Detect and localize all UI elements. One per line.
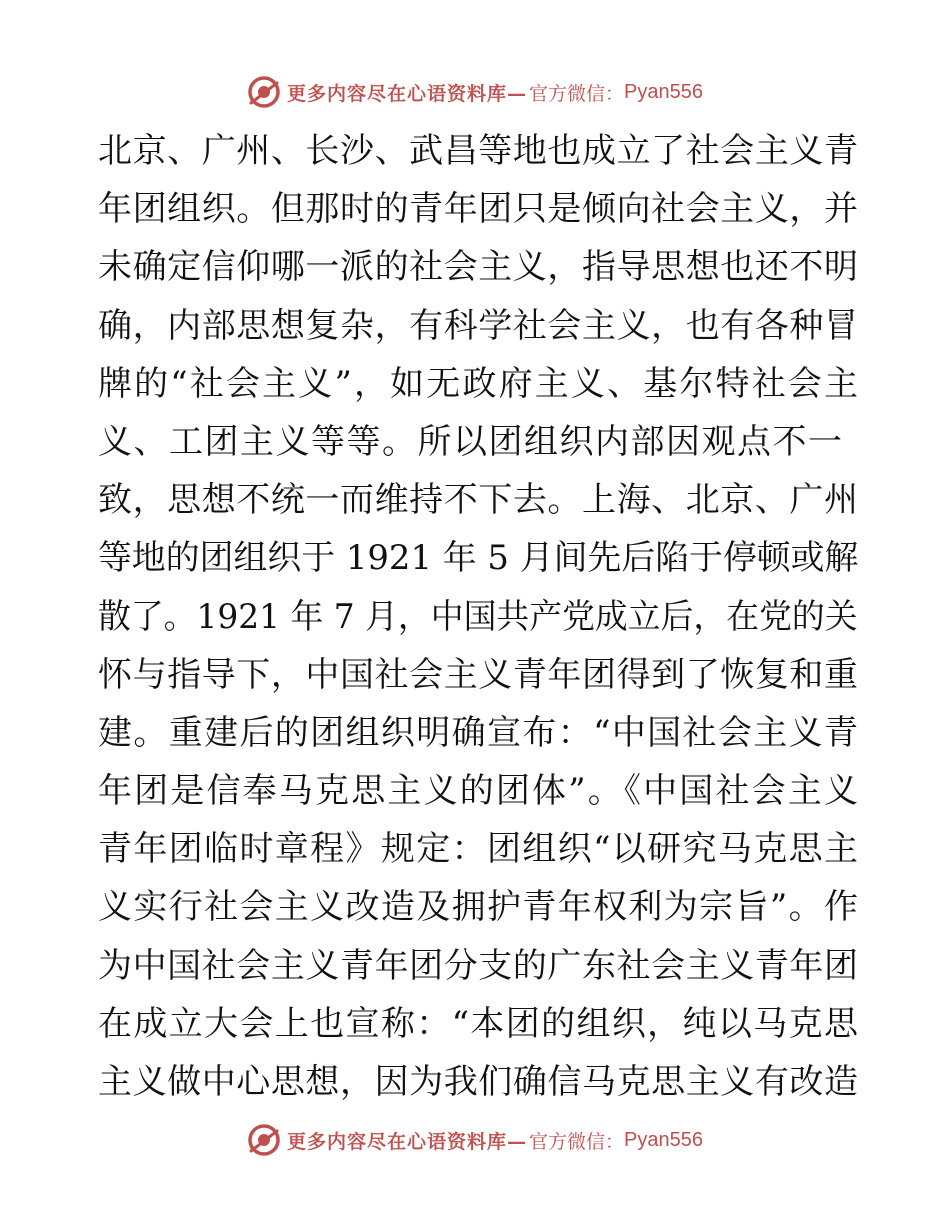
header-wechat-id: Pyan556 bbox=[624, 80, 703, 103]
text-line: 致，思想不统一而维持不下去。上海、北京、广州 bbox=[98, 480, 858, 521]
logo-icon bbox=[247, 75, 281, 109]
text-line: 牌的“社会主义”，如无政府主义、基尔特社会主 bbox=[98, 363, 858, 404]
text-line: 散了。1921 年 7 月，中国共产党成立后，在党的关 bbox=[98, 596, 858, 637]
text-line: 建。重建后的团组织明确宣布：“中国社会主义青 bbox=[98, 712, 858, 753]
text-line: 义、工团主义等等。所以团组织内部因观点不一 bbox=[98, 421, 844, 462]
logo-icon bbox=[247, 1123, 281, 1157]
text-line: 怀与指导下，中国社会主义青年团得到了恢复和重 bbox=[98, 654, 858, 695]
text-line: 北京、广州、长沙、武昌等地也成立了社会主义青 bbox=[98, 131, 858, 171]
footer-wechat-id: Pyan556 bbox=[624, 1128, 703, 1151]
text-line: 在成立大会上也宣称：“本团的组织，纯以马克思 bbox=[98, 1003, 858, 1044]
footer-banner bbox=[0, 1120, 950, 1160]
header-banner-label: 官方微信： bbox=[529, 82, 625, 105]
text-line: 青年团临时章程》规定：团组织“以研究马克思主 bbox=[98, 829, 858, 870]
text-line: 义实行社会主义改造及拥护青年权利为宗旨”。作 bbox=[98, 887, 858, 928]
text-line: 年团组织。但那时的青年团只是倾向社会主义，并 bbox=[98, 189, 858, 230]
footer-banner-text: 更多内容尽在心语资料库— bbox=[287, 1130, 528, 1153]
header-banner bbox=[0, 72, 950, 112]
text-line: 为中国社会主义青年团分支的广东社会主义青年团 bbox=[98, 945, 858, 986]
text-line: 确，内部思想复杂，有科学社会主义，也有各种冒 bbox=[98, 305, 858, 346]
text-line: 年团是信奉马克思主义的团体”。《中国社会主义 bbox=[98, 771, 858, 812]
text-line: 未确定信仰哪一派的社会主义，指导思想也还不明 bbox=[98, 247, 858, 288]
footer-banner-label: 官方微信： bbox=[529, 1130, 625, 1153]
document-body bbox=[98, 122, 858, 1111]
header-banner-text: 更多内容尽在心语资料库— bbox=[287, 82, 528, 105]
text-line: 主义做中心思想，因为我们确信马克思主义有改造 bbox=[98, 1062, 858, 1102]
text-line: 等地的团组织于 1921 年 5 月间先后陷于停顿或解 bbox=[98, 538, 859, 579]
